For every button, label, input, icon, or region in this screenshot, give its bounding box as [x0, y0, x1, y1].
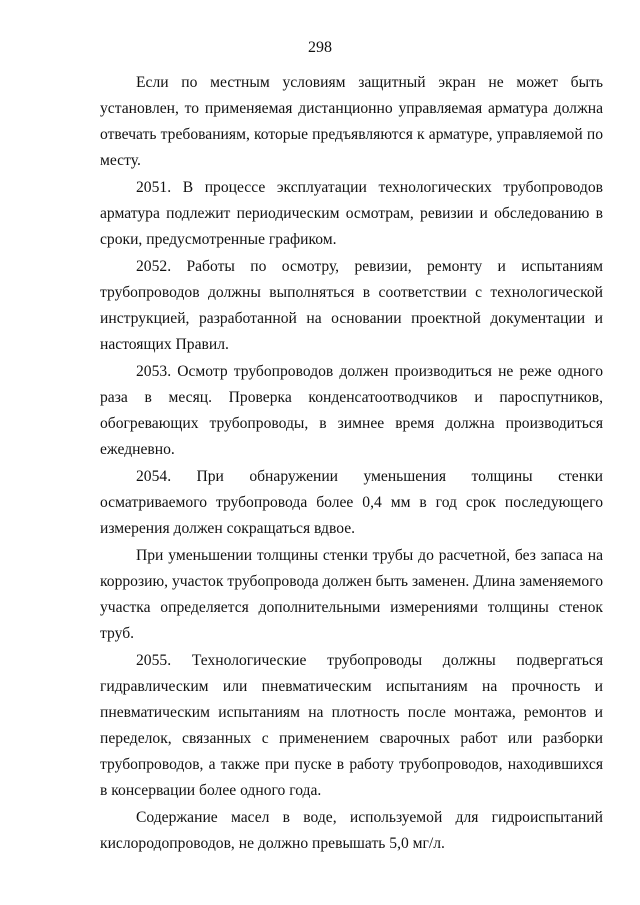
paragraph-oil-content: Содержание масел в воде, используемой для гидроиспытаний кислородопроводов, не должно превышать 5,0 мг/л.: [100, 809, 603, 852]
paragraph-2054: 2054. При обнаружении уменьшения толщины стенки осматриваемого трубопровода более 0,4 мм в год срок последующего измерения должен сокращаться вдвое.: [100, 468, 603, 537]
paragraph-wall-thickness: При уменьшении толщины стенки трубы до расчетной, без запаса на коррозию, участок трубопровода должен быть заменен. Длина заменяемого участка определяется дополнительными измерениями толщины стенок труб.: [100, 547, 603, 642]
paragraph-2052: 2052. Работы по осмотру, ревизии, ремонту и испытаниям трубопроводов должны выполняться в соответствии с технологической инструкцией, разработанной на основании проектной документации и настоящих Правил.: [100, 258, 603, 353]
document-body: [100, 70, 603, 858]
page-number: 298: [308, 39, 332, 56]
paragraph-2053: 2053. Осмотр трубопроводов должен производиться не реже одного раза в месяц. Проверка конденсатоотводчиков и пароспутников, обогревающих трубопроводы, в зимнее время должна производиться ежедневно.: [100, 363, 603, 458]
paragraph-2051: 2051. В процессе эксплуатации технологических трубопроводов арматура подлежит периодическим осмотрам, ревизии и обследованию в сроки, предусмотренные графиком.: [100, 179, 603, 248]
paragraph-2055: 2055. Технологические трубопроводы должны подвергаться гидравлическим или пневматическим испытаниям на прочность и пневматическим испытаниям на плотность после монтажа, ремонтов и переделок, связанных с применением сварочных работ или разборки трубопроводов, а также при пуске в работу трубопроводов, находившихся в консервации более одного года.: [100, 652, 603, 799]
paragraph-screen-armature: Если по местным условиям защитный экран не может быть установлен, то применяемая дистанционно управляемая арматура должна отвечать требованиям, которые предъявляются к арматуре, управляемой по месту.: [100, 74, 603, 169]
